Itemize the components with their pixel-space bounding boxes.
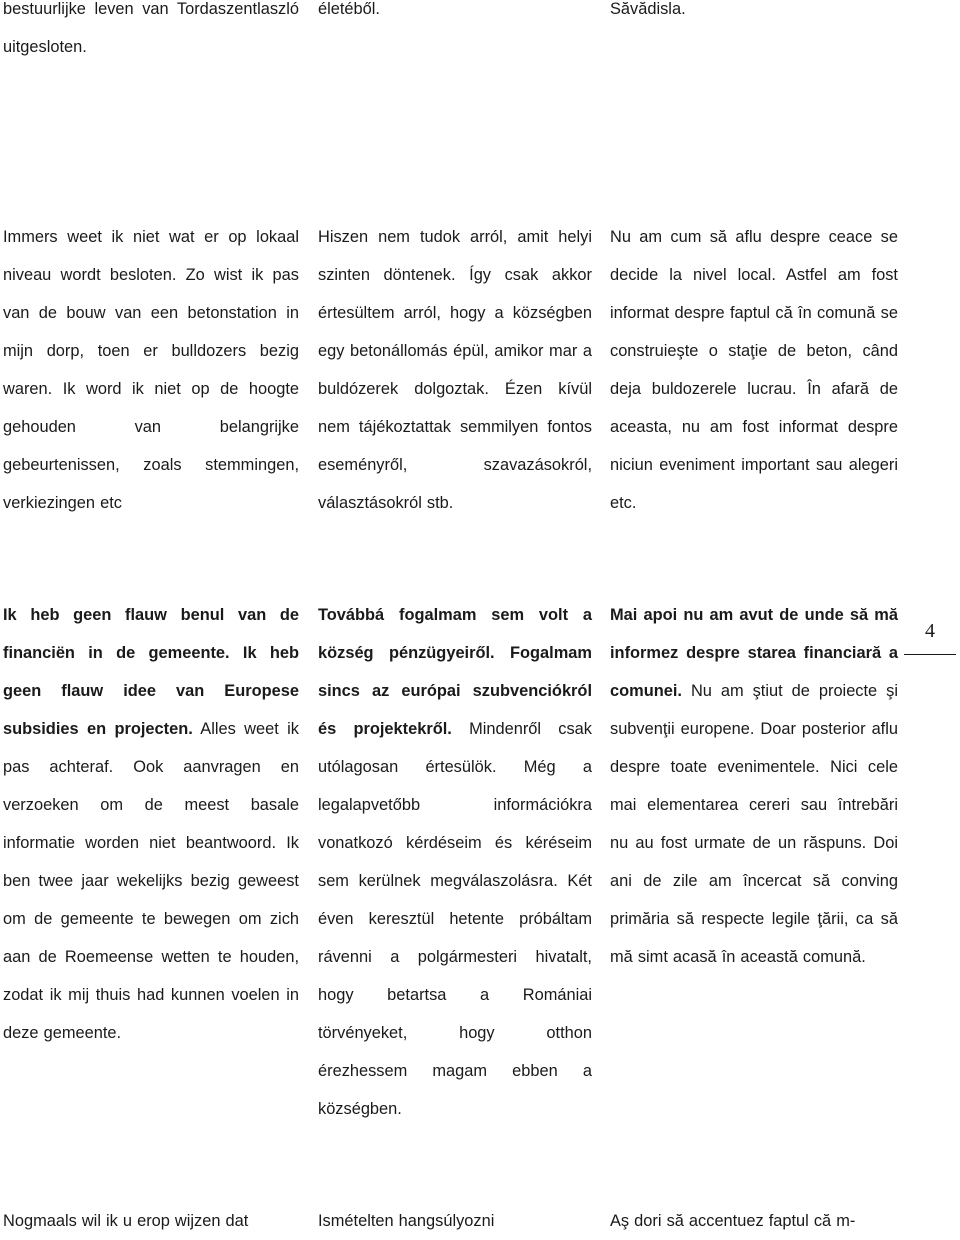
hu-paragraph-1: életéből.	[318, 0, 380, 18]
hu-column-row3	[318, 596, 592, 1128]
nl-column-row2	[3, 218, 299, 522]
hu-paragraph-4: Ismételten hangsúlyozni	[318, 1212, 495, 1230]
hu-column-bottom	[318, 1202, 592, 1240]
page-number: 4	[925, 620, 935, 642]
ro-column-bottom	[610, 1202, 898, 1240]
nl-regular-text: Alles weet ik pas achteraf. Ook aanvragen en verzoeken om de meest basale informatie worden niet beantwoord. Ik ben twee jaar wekelijks bezig geweest om de gemeente te bewegen om zich aan de Roemeense wetten te houden, zodat ik mij thuis had kunnen voelen in deze gemeente.	[3, 720, 300, 1042]
hu-paragraph-2: Hiszen nem tudok arról, amit helyi szinten döntenek. Így csak akkor értesültem arról, hogy a községben egy betonállomás épül, amikor mar a buldózerek dolgoztak. Ézen kívül nem tájékoztattak semmilyen fontos eseményről, szavazásokról, választásokról stb.	[318, 228, 592, 512]
nl-paragraph-1: bestuurlijke leven van Tordaszentlaszló uitgesloten.	[3, 0, 299, 56]
hu-bold-sentence-2: Fogalmam sincs az európai szubvenciókról és projektekről.	[318, 644, 592, 738]
nl-column-top	[3, 0, 299, 66]
ro-column-top	[610, 0, 898, 28]
nl-column-bottom	[3, 1202, 299, 1240]
page-number-rule	[904, 654, 956, 655]
ro-bold-sentence: Mai apoi nu am avut de unde să mă informez despre starea financiară a comunei.	[610, 606, 898, 700]
ro-paragraph-1: Săvădisla.	[610, 0, 686, 18]
ro-paragraph-2: Nu am cum să aflu despre ceace se decide la nivel local. Astfel am fost informat despre faptul că în comună se construieşte o staţie de beton, când deja buldozerele lucrau. În afară de aceasta, nu am fost informat despre niciun eveniment important sau alegeri etc.	[610, 228, 898, 512]
hu-column-top	[318, 0, 592, 28]
nl-column-row3	[3, 596, 299, 1052]
ro-column-row3	[610, 596, 898, 976]
hu-regular-text: Mindenről csak utólagosan értesülök. Még a legalapvetőbb információkra vonatkozó kérdéseim és kéréseim sem kerülnek megválaszolásra. Két éven keresztül hetente próbáltam rávenni a polgármesteri hivatalt, hogy betartsa a Romániai törvényeket, hogy otthon érezhessem magam ebben a községben.	[318, 720, 592, 1118]
nl-bold-sentence: Ik heb geen flauw benul van de financiën in de gemeente.	[3, 606, 299, 662]
nl-paragraph-4: Nogmaals wil ik u erop wijzen dat	[3, 1212, 249, 1230]
ro-paragraph-3	[610, 596, 898, 976]
hu-column-row2	[318, 218, 592, 522]
ro-paragraph-4: Aş dori să accentuez faptul că m-	[610, 1212, 856, 1230]
nl-bold-sentence-2: Ik heb geen flauw idee van Europese subsidies en projecten.	[3, 644, 299, 738]
hu-bold-sentence: Továbbá fogalmam sem volt a község pénzügyeiről.	[318, 606, 592, 662]
ro-column-row2	[610, 218, 898, 522]
nl-paragraph-3	[3, 596, 299, 1052]
nl-paragraph-2: Immers weet ik niet wat er op lokaal niveau wordt besloten. Zo wist ik pas van de bouw van een betonstation in mijn dorp, toen er bulldozers bezig waren. Ik word ik niet op de hoogte gehouden van belangrijke gebeurtenissen, zoals stemmingen, verkiezingen etc	[3, 228, 299, 512]
hu-paragraph-3	[318, 596, 592, 1128]
ro-regular-text: Nu am ştiut de proiecte şi subvenţii europene. Doar posterior aflu despre toate evenimentele. Nici cele mai elementarea cereri sau întrebări nu au fost urmate de un răspuns. Doi ani de zile am încercat să conving primăria să respecte legile ţării, ca să mă simt acasă în această comună.	[610, 682, 898, 966]
